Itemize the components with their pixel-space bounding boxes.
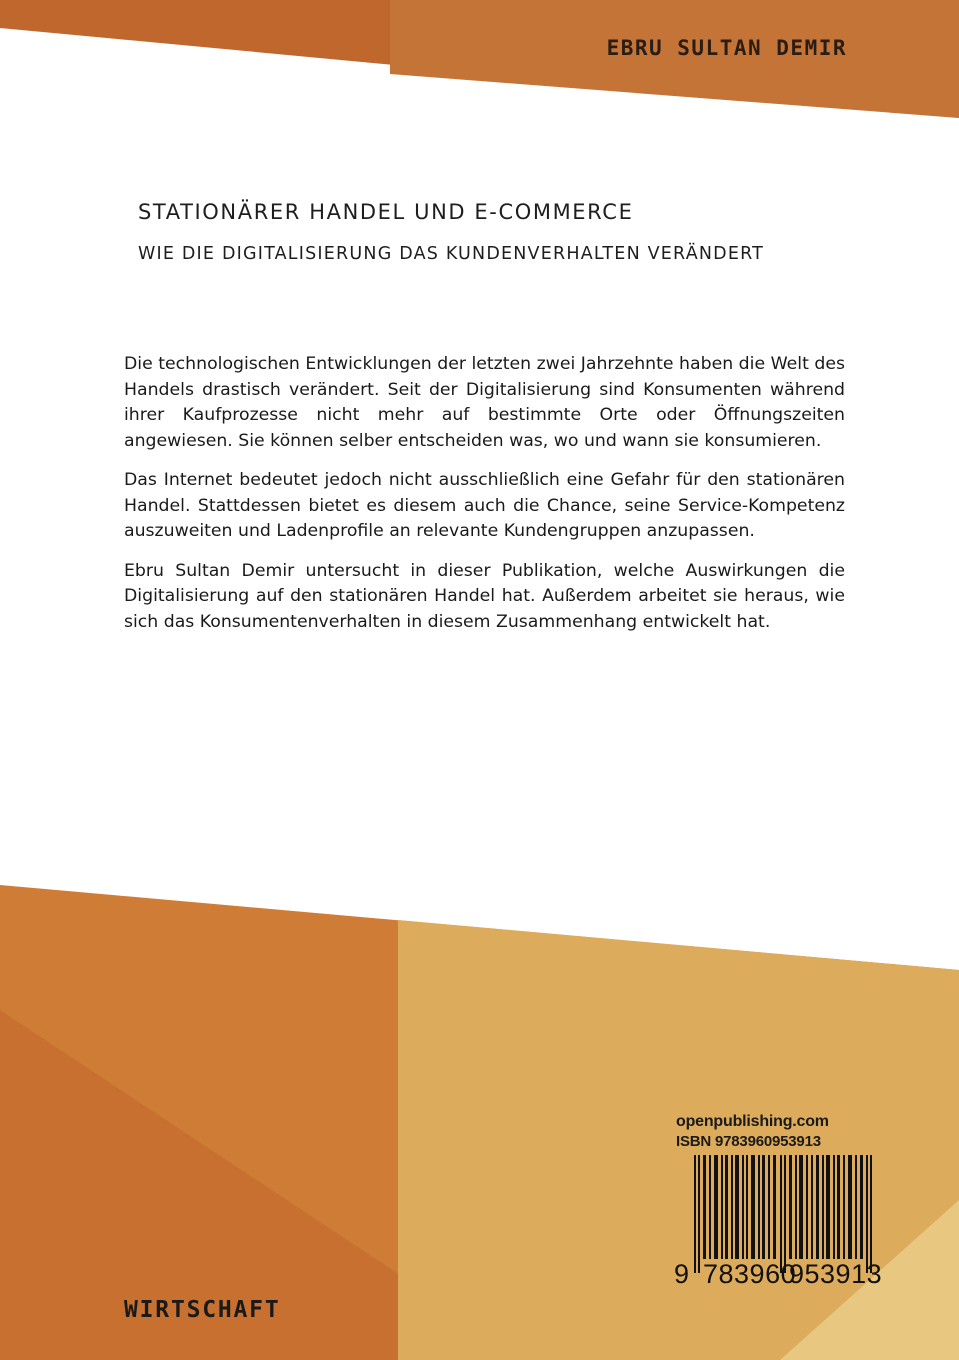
blurb-paragraph-2: Das Internet bedeutet jedoch nicht ausschließlich eine Gefahr für den stationären Handel. Stattdessen bietet es diesem auch die Chance, seine Service-Kompetenz auszuweiten und Ladenprofile an relevante Kundengruppen anzupassen.	[124, 470, 845, 541]
author-name: EBRU SULTAN DEMIR	[606, 36, 847, 60]
blurb	[124, 352, 845, 649]
book-title: STATIONÄRER HANDEL UND E-COMMERCE	[138, 200, 634, 224]
barcode-panel	[668, 1111, 896, 1297]
publisher-url: openpublishing.com	[676, 1113, 829, 1130]
blurb-paragraph-1: Die technologischen Entwicklungen der letzten zwei Jahrzehnte haben die Welt des Handels drastisch verändert. Seit der Digitalisierung sind Konsumenten während ihrer Kaufprozesse nicht mehr auf bestimmte Orte oder Öffnungszeiten angewiesen. Sie können selber entscheiden was, wo und wann sie konsumieren.	[124, 354, 845, 451]
blurb-paragraph-3: Ebru Sultan Demir untersucht in dieser Publikation, welche Auswirkungen die Digitalisierung auf den stationären Handel hat. Außerdem arbeitet sie heraus, wie sich das Konsumentenverhalten in diesem Zusammenhang entwickelt hat.	[124, 560, 845, 632]
book-subtitle: WIE DIE DIGITALISIERUNG DAS KUNDENVERHALTEN VERÄNDERT	[138, 244, 765, 264]
barcode-digit-first: 9	[674, 1259, 690, 1289]
isbn-label: ISBN 9783960953913	[676, 1133, 821, 1150]
barcode-digits-right: 953913	[789, 1259, 883, 1289]
barcode-icon	[668, 1155, 896, 1275]
category-label: WIRTSCHAFT	[124, 1297, 281, 1323]
barcode-digits-left: 783960	[703, 1259, 797, 1289]
